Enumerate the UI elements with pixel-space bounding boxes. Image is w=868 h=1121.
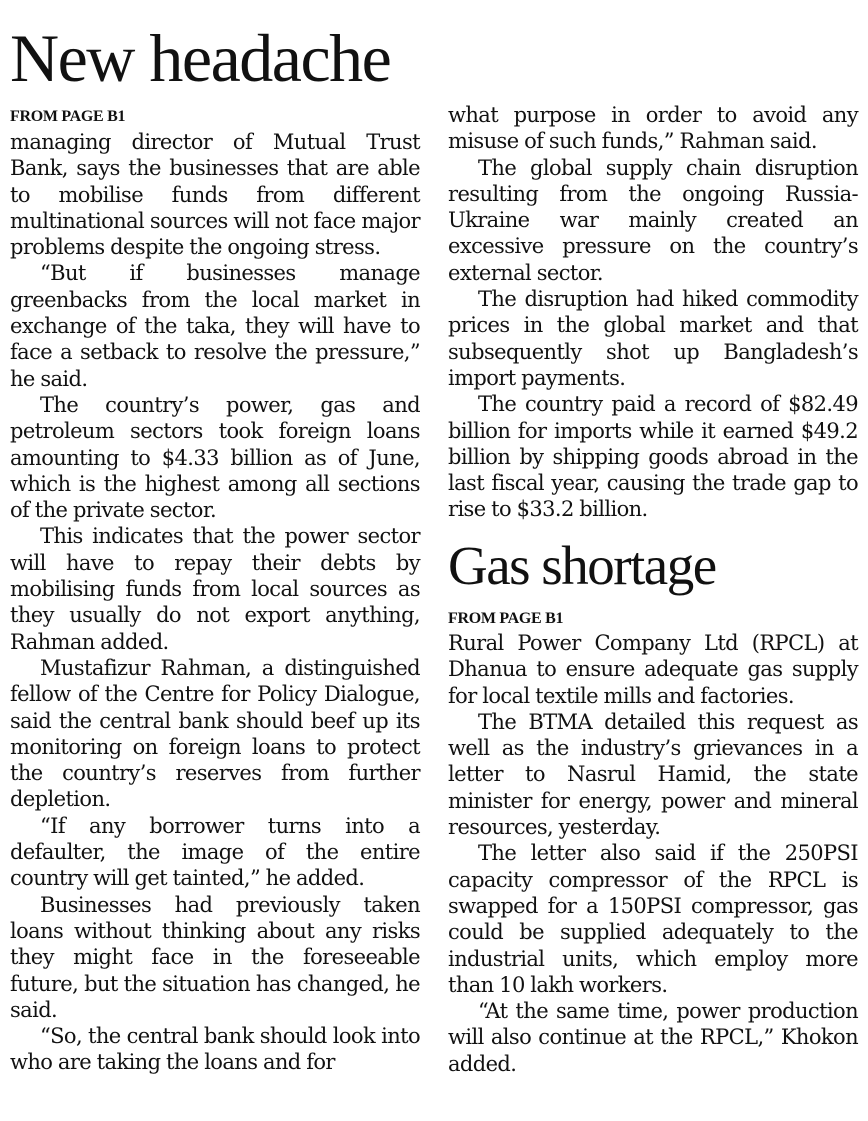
- paragraph: “But if businesses manage greenbacks from the local market in exchange of the taka, they will have to face a setback to resolve the pressure,” he said.: [10, 261, 420, 391]
- kicker-from-page: FROM PAGE B1: [448, 610, 564, 627]
- gas-shortage-body: [448, 630, 858, 1077]
- paragraph: “If any borrower turns into a defaulter, the image of the entire country will get tainted,” he added.: [10, 813, 420, 891]
- article-right-column-continuation: [448, 102, 858, 523]
- paragraph: The country paid a record of $82.49 billion for imports while it earned $49.2 billion by shipping goods abroad in the last fiscal year, causing the trade gap to rise to $33.2 billion.: [448, 392, 858, 522]
- headline-gas-shortage: Gas shortage: [448, 535, 716, 596]
- paragraph: The BTMA detailed this request as well as the industry’s grievances in a letter to Nasrul Hamid, the state minister for energy, power and mineral resources, yesterday.: [448, 709, 858, 840]
- kicker-from-page: FROM PAGE B1: [10, 108, 126, 125]
- paragraph: “At the same time, power production will also continue at the RPCL,” Khokon added.: [448, 999, 858, 1076]
- paragraph: This indicates that the power sector will have to repay their debts by mobilising funds from local sources as they usually do not export anything, Rahman added.: [10, 524, 420, 654]
- paragraph: The global supply chain disruption resulting from the ongoing Russia-Ukraine war mainly created an excessive pressure on the country’s external sector.: [448, 155, 858, 285]
- paragraph: Businesses had previously taken loans without thinking about any risks they might face in the foreseeable future, but the situation has changed, he said.: [10, 892, 420, 1022]
- article-left-column: [10, 129, 420, 1076]
- paragraph: The letter also said if the 250PSI capacity compressor of the RPCL is swapped for a 150PSI compressor, gas could be supplied adequately to the industrial units, which employ more than 10 lakh workers.: [448, 841, 858, 997]
- paragraph: Mustafizur Rahman, a distinguished fellow of the Centre for Policy Dialogue, said the central bank should beef up its monitoring on foreign loans to protect the country’s reserves from further depletion.: [10, 655, 420, 812]
- headline-new-headache: New headache: [10, 20, 391, 96]
- paragraph: The disruption had hiked commodity prices in the global market and that subsequently shot up Bangladesh’s import payments.: [448, 287, 858, 390]
- paragraph: managing director of Mutual Trust Bank, says the businesses that are able to mobilise funds from different multinational sources will not face major problems despite the ongoing stress.: [10, 130, 420, 260]
- paragraph: The country’s power, gas and petroleum sectors took foreign loans amounting to $4.33 billion as of June, which is the highest among all sections of the private sector.: [10, 392, 420, 523]
- paragraph: “So, the central bank should look into who are taking the loans and for: [10, 1024, 420, 1075]
- paragraph: Rural Power Company Ltd (RPCL) at Dhanua to ensure adequate gas supply for local textile mills and factories.: [448, 631, 858, 708]
- paragraph: what purpose in order to avoid any misuse of such funds,” Rahman said.: [448, 103, 858, 154]
